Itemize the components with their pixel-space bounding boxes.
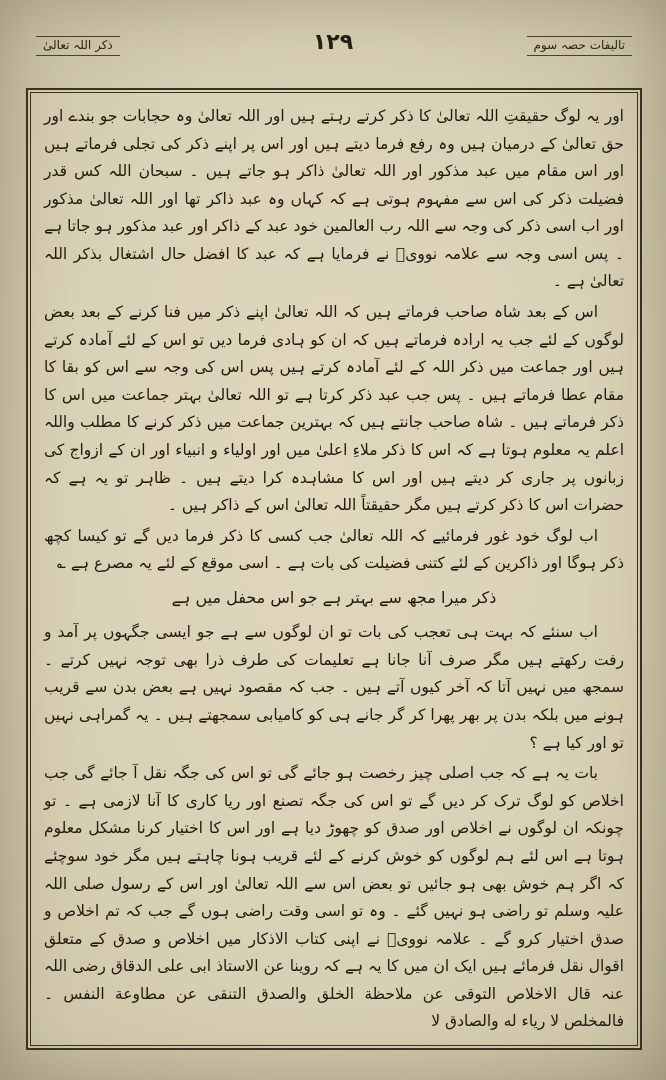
paragraph-5: بات یہ ہے کہ جب اصلی چیز رخصت ہو جائے گی تو اس کی جگہ نقل آ جائے گی جب اخلاص کو لوگ ترک کر دیں گے تو اس کی جگہ تصنع اور ریا کاری کا آنا لازمی ہے ۔ تو چونکہ ان لوگوں نے اخلاص اور صدق کو چھوڑ دیا ہے اور اس کا اختیار کرنا مشکل معلوم ہوتا ہے اس لئے ہم لوگوں کو خوش کرنے کے لئے قریب ہونا چاہتے ہیں مگر خود سوچئے کہ اگر ہم خوش بھی ہو جائیں تو بعض اس سے اللہ تعالیٰ اور اس کے رسول صلی اللہ علیہ وسلم تو راضی ہو نہیں گئے ۔ وہ تو اسی وقت راضی ہوں گے جب کہ تم اخلاص و صدق اختیار کرو گے ۔ علامہ نوویؒ نے اپنی کتاب الاذکار میں اخلاص و صدق کے متعلق اقوال نقل فرمائے ہیں ایک ان میں کا یہ ہے کہ روینا عن الاستاذ ابی علی الدقاق رضی اللہ عنہ قال الاخلاص التوقی عن ملاحظة الخلق والصدق التنقی عن مطاوعة النفس ۔ فالمخلص لا ریاء له والصادق لا	[44, 764, 624, 1031]
page-border-inner	[30, 92, 638, 1046]
paragraph-4: اب سنئے کہ بہت ہی تعجب کی بات تو ان لوگوں سے ہے جو ایسی جگہوں پر آمد و رفت رکھتے ہیں مگر صرف آنا جانا ہے تعلیمات کی طرف ذرا بھی توجہ نہیں کرتے ۔ سمجھ میں نہیں آتا کہ آخر کیوں آتے ہیں ۔ جب کہ مقصود نہیں ہے بعض بدن سے قریب ہونے میں بلکہ بدن پر بھر پھرا کر گر جانے ہی کو کامیابی سمجھتے ہیں ۔ یہ گمراہی نہیں تو اور کیا ہے ؟	[44, 623, 624, 752]
header-title-left: ذکر اللہ تعالیٰ	[36, 36, 120, 56]
paragraph-1: اور یہ لوگ حقیقتِ اللہ تعالیٰ کا ذکر کرتے رہتے ہیں اور اللہ تعالیٰ وہ حجابات جو بندے اور حق تعالیٰ کے درمیان ہیں وہ رفع فرما دیتے ہیں اور اس پر اپنے ذکر کی تجلی فرماتے ہیں اور اس مقام میں عبد مذکور اور اللہ تعالیٰ ذاکر ہو جاتے ہیں ۔ سبحان اللہ کس قدر فضیلت ذکر کی اس سے مفہوم ہوتی ہے کہ کہاں وہ عبد ذاکر تھا اور اللہ تعالیٰ مذکور اور اب اسی ذکر کی وجہ سے اللہ رب العالمین خود عبد کے ذاکر اور عبد مذکور ہو جاتا ہے ۔ پس اسی وجہ سے علامہ نوویؒ نے فرمایا ہے کہ عبد کا افضل حال اشتغال بذکر اللہ تعالیٰ ہے ۔	[44, 107, 624, 291]
body-text	[44, 103, 624, 1036]
page-number: ۱۲۹	[312, 30, 354, 55]
paragraph-3: اب لوگ خود غور فرمائیے کہ اللہ تعالیٰ جب کسی کا ذکر فرما دیں گے تو کیسا کچھ ذکر ہوگا اور ذاکرین کے لئے کتنی فضیلت کی بات ہے ۔ اسی موقع کے لئے یہ مصرع ہے ؎	[44, 526, 624, 573]
page-border-outer	[26, 88, 642, 1050]
paragraph-2: اس کے بعد شاہ صاحب فرماتے ہیں کہ اللہ تعالیٰ اپنے ذکر میں فنا کرنے کے بعد بعض لوگوں کے لئے جب یہ ارادہ فرماتے ہیں کہ ان کو ہادی فرما دیں تو اس کے لئے آمادہ کرتے ہیں اور جماعت میں ذکر اللہ کے لئے آمادہ کرتے ہیں پس اس کی وجہ سے اس کو بقا کا مقام عطا فرماتے ہیں ۔ پس جب عبد ذکر کرتا ہے تو اللہ تعالیٰ بہتر جماعت میں اس کا ذکر فرماتے ہیں ۔ شاہ صاحب جانتے ہیں کہ بہترین جماعت میں ذکر کرنے کا مطلب واللہ اعلم یہ معلوم ہوتا ہے کہ اس کا ذکر ملاءِ اعلیٰ میں اور اولیاء و انبیاء اور ان کے ازواج کی زبانوں پر جاری کر دیتے ہیں اور اس کا مشاہدہ کرا دیتے ہیں ۔ ظاہر تو یہ ہے کہ حضرات اس کا ذکر کرتے ہیں مگر حقیقتاً اللہ تعالیٰ اس کے ذاکر ہیں ۔	[44, 303, 624, 515]
header-title-right: تالیفات حصہ سوم	[527, 36, 632, 56]
running-head	[0, 26, 666, 66]
verse-line: ذکر میرا مجھ سے بہتر ہے جو اس محفل میں ہے	[171, 587, 497, 607]
